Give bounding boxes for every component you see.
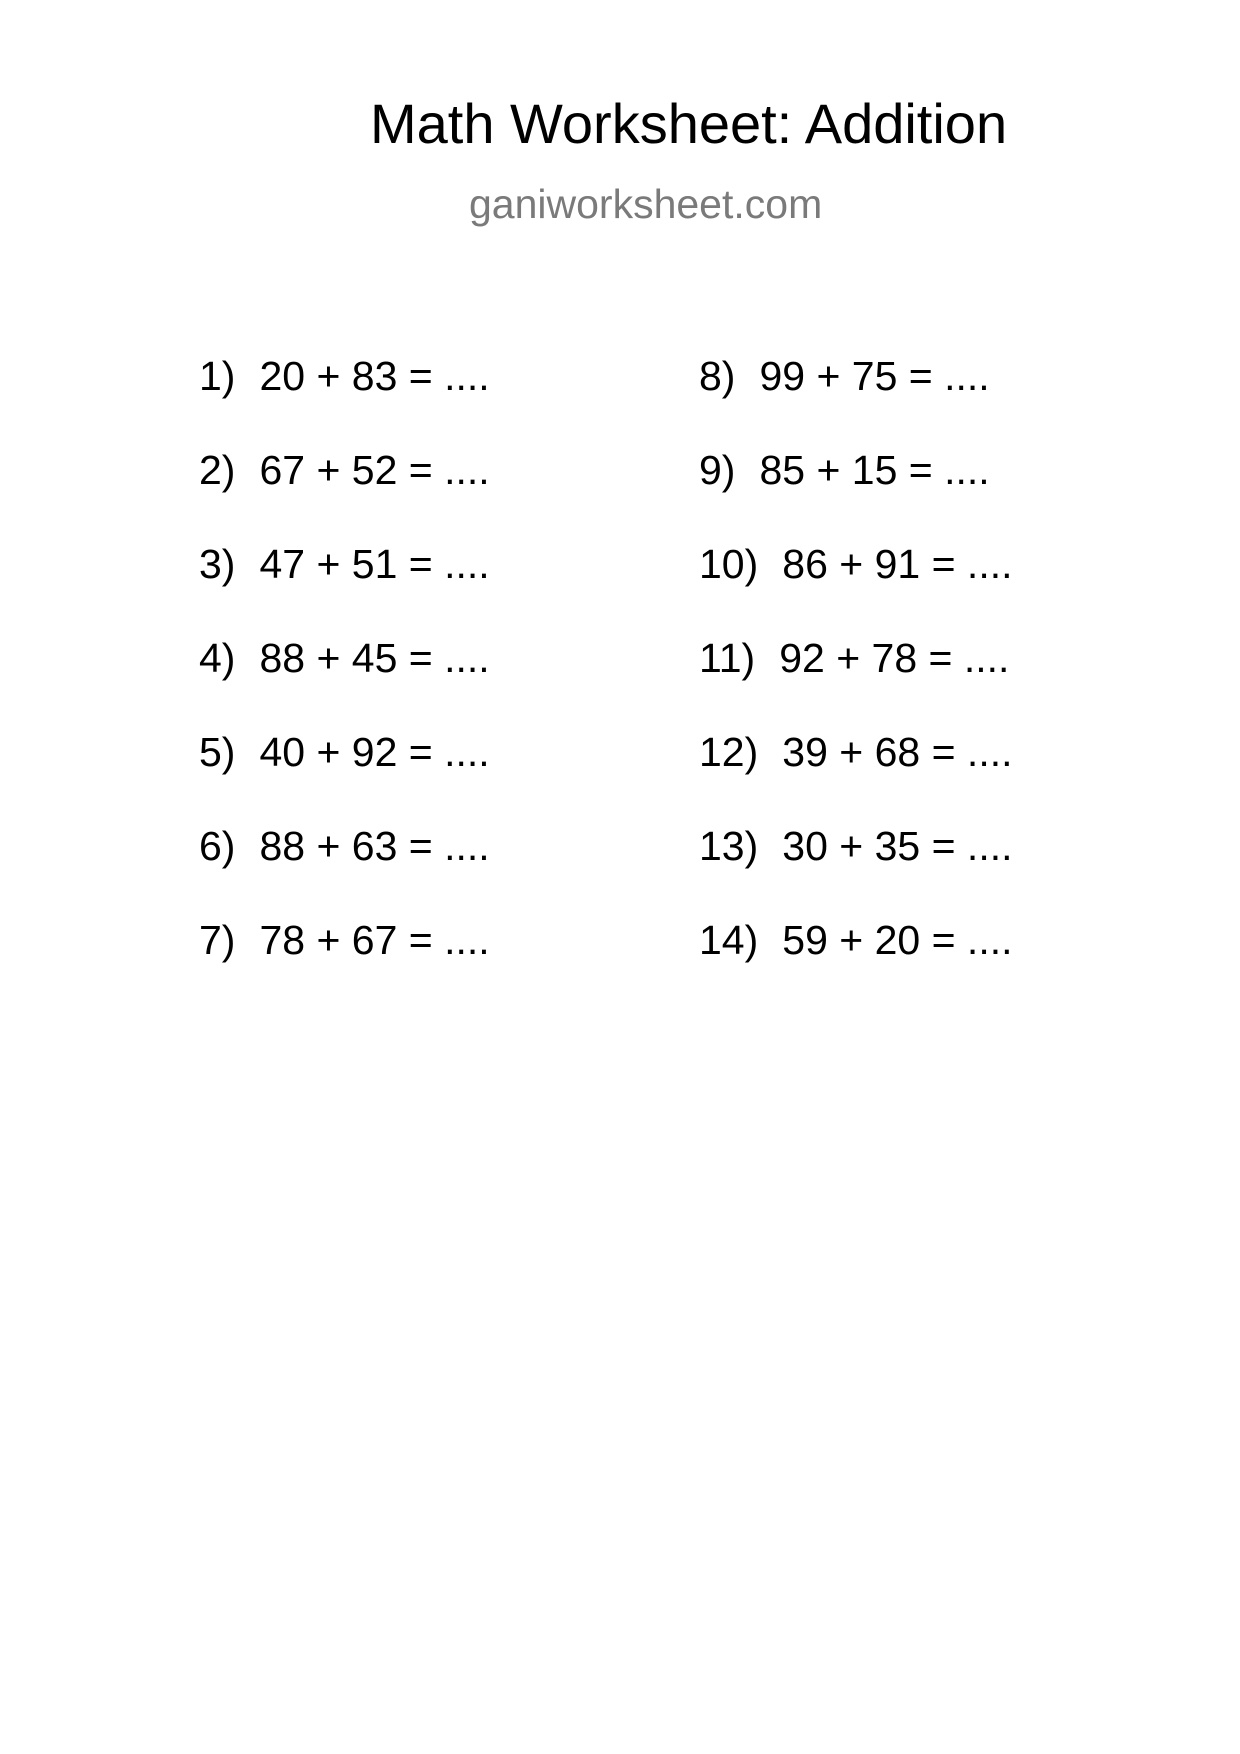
problem-expression: 40 + 92 = ....	[259, 729, 490, 775]
problem-number: 8)	[699, 353, 736, 399]
problem-expression: 67 + 52 = ....	[259, 447, 490, 493]
problem-column-left	[199, 352, 490, 1010]
problem-number: 11)	[699, 635, 756, 681]
problem-item	[699, 728, 1013, 822]
problem-number: 4)	[199, 635, 236, 681]
problem-number: 9)	[699, 447, 736, 493]
problem-expression: 88 + 45 = ....	[259, 635, 490, 681]
problem-item	[199, 728, 490, 822]
problem-item	[699, 822, 1013, 916]
problem-expression: 85 + 15 = ....	[759, 447, 990, 493]
problem-number: 7)	[199, 917, 236, 963]
problem-number: 1)	[199, 353, 236, 399]
problem-number: 10)	[699, 541, 759, 587]
problem-item	[199, 822, 490, 916]
page-title: Math Worksheet: Addition	[370, 92, 1008, 155]
problem-number: 12)	[699, 729, 759, 775]
problem-item	[699, 446, 1013, 540]
problem-expression: 20 + 83 = ....	[259, 353, 490, 399]
problem-expression: 92 + 78 = ....	[779, 635, 1010, 681]
problem-expression: 39 + 68 = ....	[782, 729, 1013, 775]
problem-number: 14)	[699, 917, 759, 963]
problem-item	[699, 352, 1013, 446]
problem-expression: 59 + 20 = ....	[782, 917, 1013, 963]
problem-expression: 86 + 91 = ....	[782, 541, 1013, 587]
problem-expression: 47 + 51 = ....	[259, 541, 490, 587]
problem-item	[199, 540, 490, 634]
problem-number: 6)	[199, 823, 236, 869]
problem-expression: 88 + 63 = ....	[259, 823, 490, 869]
problem-item	[199, 634, 490, 728]
problem-item	[699, 916, 1013, 1010]
problem-column-right	[699, 352, 1013, 1010]
problem-item	[699, 540, 1013, 634]
problem-number: 5)	[199, 729, 236, 775]
problem-item	[199, 916, 490, 1010]
problem-item	[699, 634, 1013, 728]
problem-number: 13)	[699, 823, 759, 869]
problem-number: 2)	[199, 447, 236, 493]
problem-number: 3)	[199, 541, 236, 587]
problem-item	[199, 446, 490, 540]
problem-expression: 99 + 75 = ....	[759, 353, 990, 399]
problem-item	[199, 352, 490, 446]
problem-expression: 30 + 35 = ....	[782, 823, 1013, 869]
website-url: ganiworksheet.com	[469, 181, 823, 227]
problem-expression: 78 + 67 = ....	[259, 917, 490, 963]
